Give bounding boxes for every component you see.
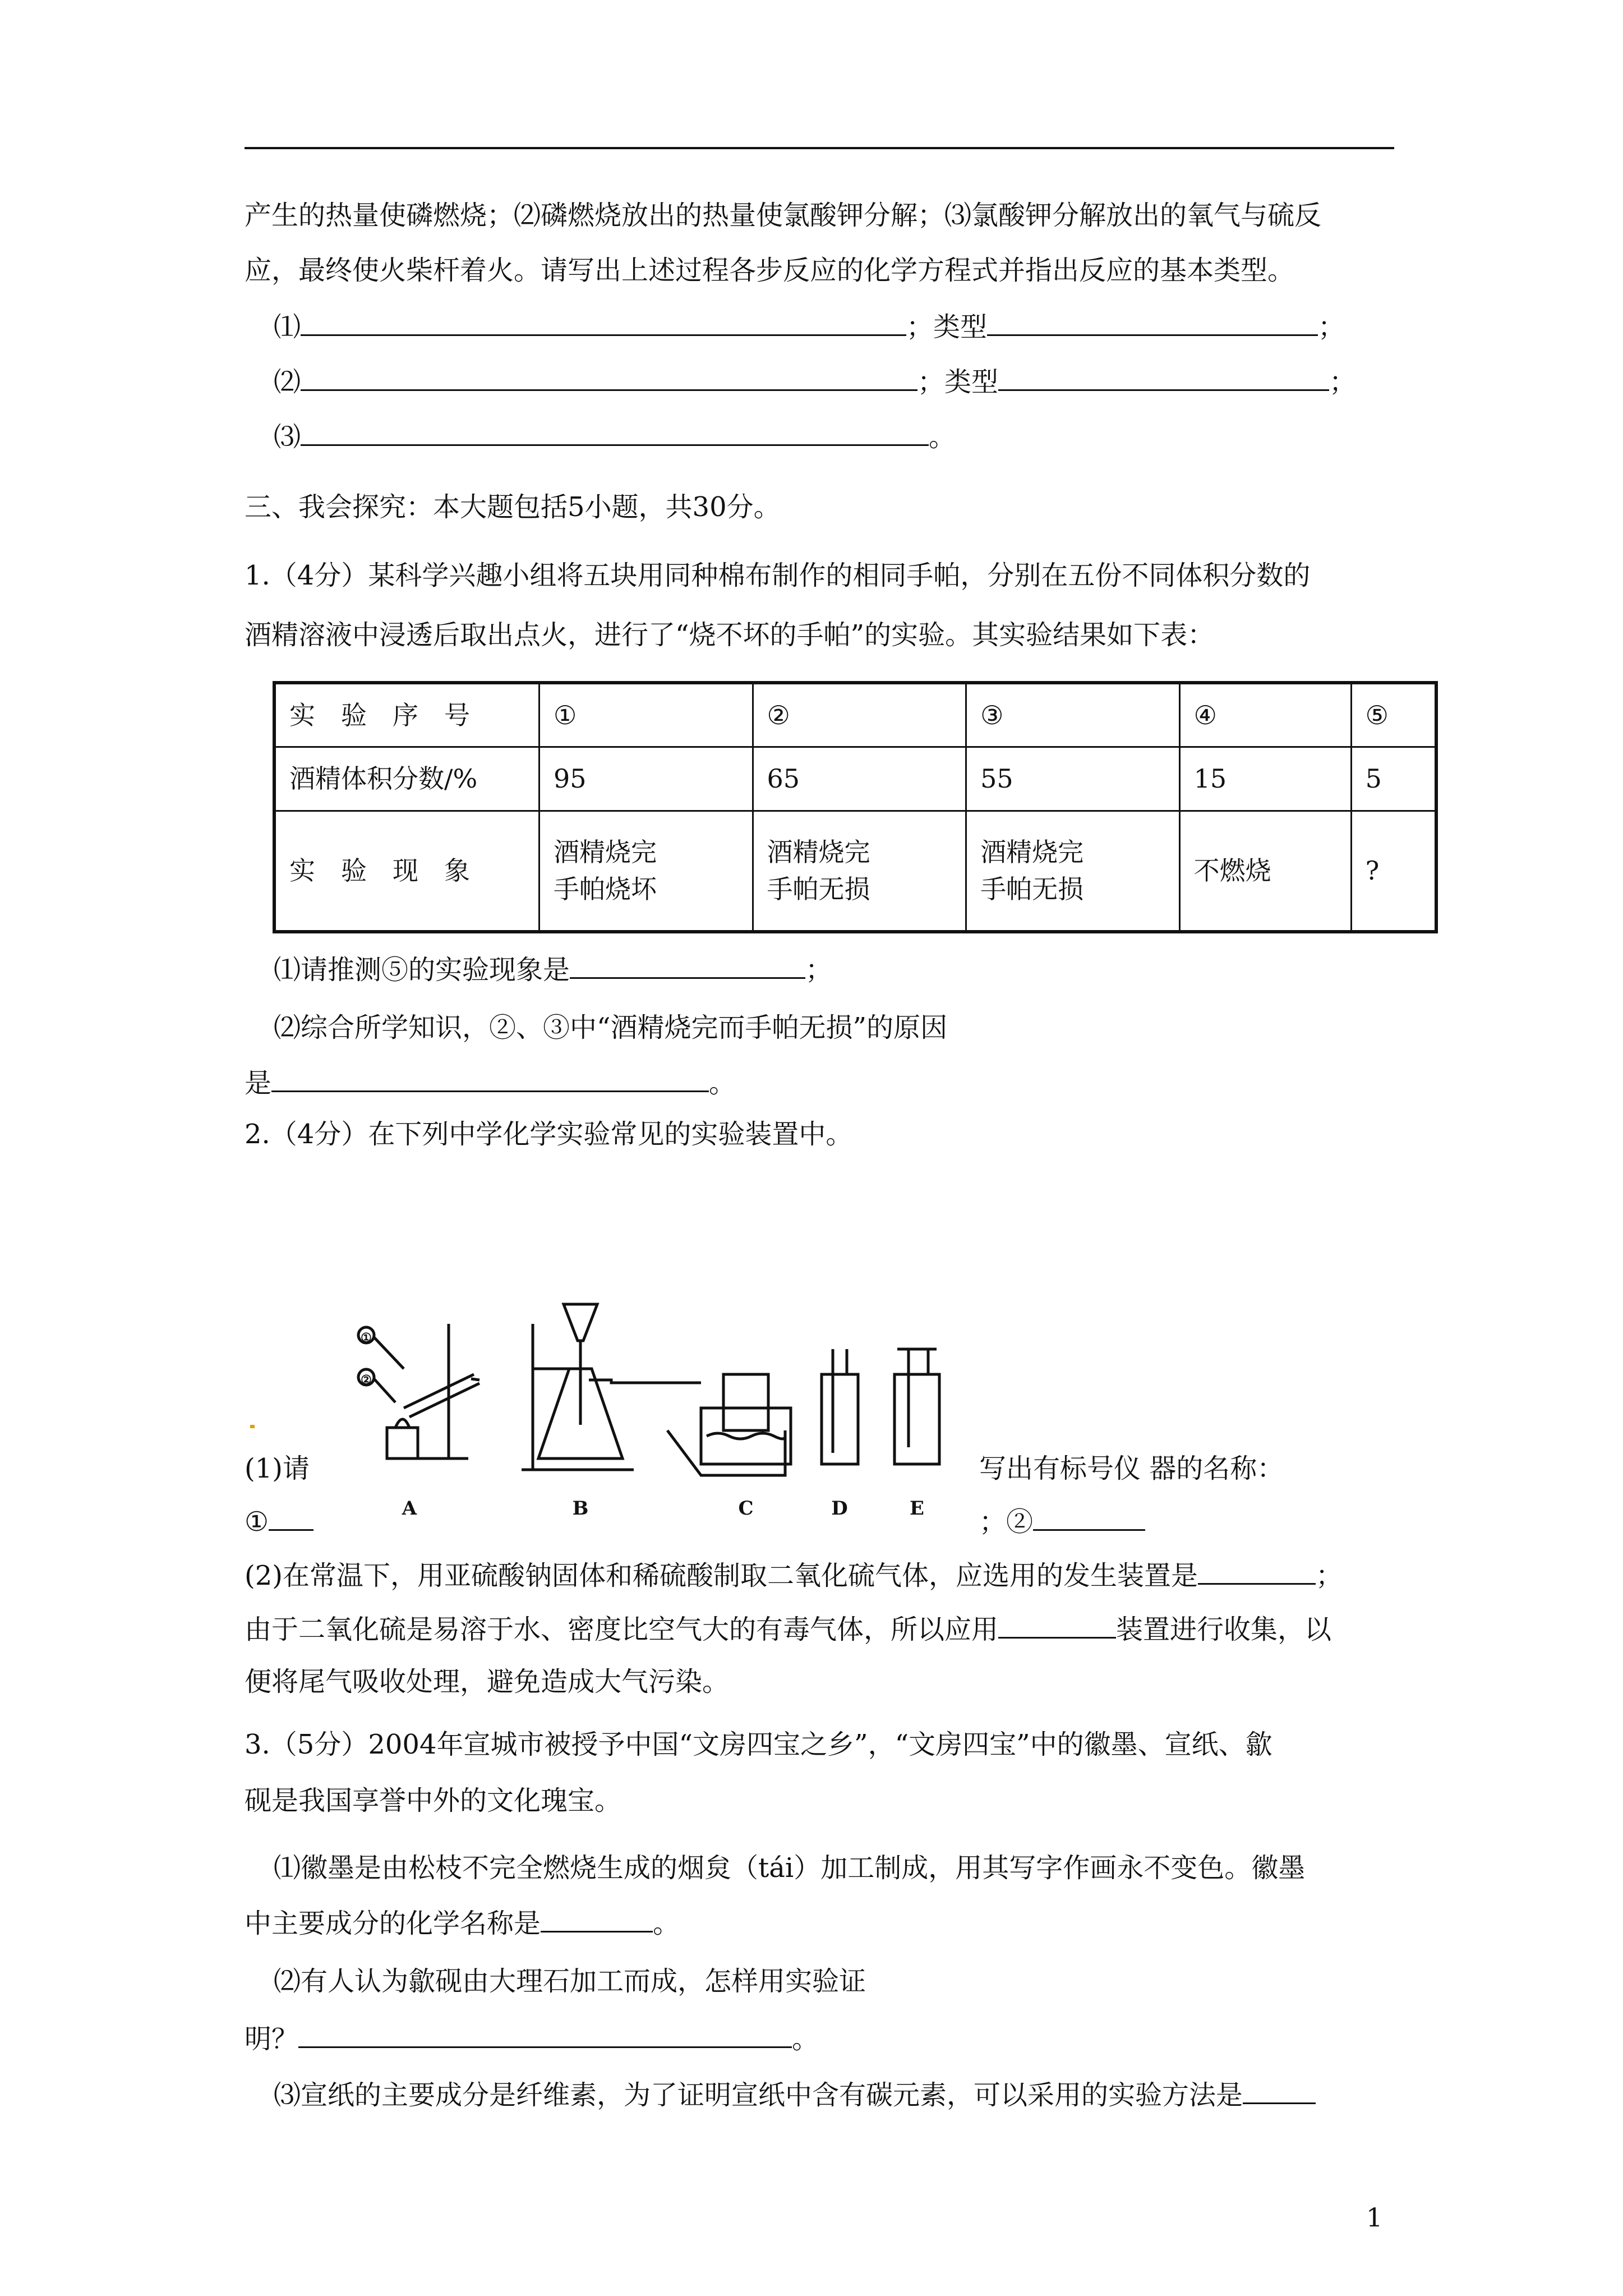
answer-blank[interactable] — [301, 307, 906, 336]
cell-line: 酒精烧完 — [980, 837, 1084, 868]
apparatus-label-b: B — [572, 1497, 589, 1520]
q3-sub-1-text: 中主要成分的化学名称是 — [245, 1908, 541, 1939]
cell-line: 手帕无损 — [767, 874, 870, 905]
line-end: 。 — [653, 1908, 680, 1939]
line-end: ； — [805, 954, 833, 986]
label-2-text: ；② — [979, 1506, 1034, 1538]
answer-line-1 — [274, 307, 1345, 345]
q1-line-1: 1.（4分）某科学兴趣小组将五块用同种棉布制作的相同手帕，分别在五份不同体积分数的 — [245, 560, 1311, 591]
answer-number: ⑵ — [274, 366, 301, 398]
answer-blank[interactable] — [298, 2019, 792, 2048]
answer-number: ⑶ — [274, 421, 301, 453]
q3-sub-2-line-2 — [245, 2019, 819, 2057]
answer-line-3 — [274, 417, 956, 455]
answer-blank[interactable] — [998, 1610, 1116, 1639]
q3-sub-3 — [274, 2076, 1316, 2113]
table-cell — [540, 811, 753, 932]
row-label: 实 验 序 号 — [274, 683, 540, 747]
separatory-funnel — [564, 1304, 597, 1341]
table-row — [274, 811, 1436, 932]
q2-label-2 — [979, 1502, 1145, 1540]
apparatus-label-c: C — [738, 1497, 754, 1520]
q3-line-1: 3.（5分）2004年宣城市被授予中国“文房四宝之乡”，“文房四宝”中的徽墨、宣纸、歙 — [245, 1729, 1272, 1760]
table-cell: 65 — [753, 747, 966, 811]
type-blank[interactable] — [998, 362, 1329, 391]
apparatus-label-a: A — [402, 1497, 417, 1520]
mark-1-leader — [374, 1337, 404, 1369]
type-label: ；类型 — [917, 366, 999, 398]
table-cell: ③ — [966, 683, 1180, 747]
apparatus-label-d: D — [831, 1497, 848, 1520]
line-end: ； — [1329, 366, 1357, 398]
mark-2: ② — [361, 1373, 372, 1387]
q3-sub-2-text: 明？ — [245, 2023, 299, 2055]
delivery-tube-bend — [667, 1430, 785, 1475]
answer-blank[interactable] — [1243, 2076, 1316, 2104]
line-end: ； — [1318, 311, 1345, 343]
q1-sub-2: ⑵综合所学知识，②、③中“酒精烧完而手帕无损”的原因 — [274, 1012, 948, 1043]
answer-blank[interactable] — [541, 1904, 653, 1932]
gas-bottle-e — [895, 1374, 939, 1464]
cell-line: 酒精烧完 — [767, 837, 870, 868]
table-cell: ① — [540, 683, 753, 747]
table-cell: ? — [1351, 811, 1436, 932]
q2-sub-2-text: (2)在常温下，用亚硫酸钠固体和稀硫酸制取二氧化硫气体，应选用的发生装置是 — [245, 1560, 1198, 1591]
table-row — [274, 683, 1436, 747]
q2-sub-2-text: 装置进行收集，以 — [1116, 1614, 1332, 1645]
cell-line: 酒精烧完 — [554, 837, 657, 868]
table-cell: 55 — [966, 747, 1180, 811]
q3-sub-1-line-2 — [245, 1904, 680, 1941]
q2-label-1 — [245, 1502, 313, 1540]
line-end: ； — [1316, 1560, 1343, 1591]
table-cell: ⑤ — [1351, 683, 1436, 747]
table-cell: ② — [753, 683, 966, 747]
q2-sub-2-line-2 — [245, 1610, 1331, 1648]
q1-line-2: 酒精溶液中浸透后取出点火，进行了“烧不坏的手帕”的实验。其实验结果如下表： — [245, 619, 1215, 651]
q3-sub-2-line-1: ⑵有人认为歙砚由大理石加工而成，怎样用实验证 — [274, 1966, 866, 1997]
table-cell: 不燃烧 — [1179, 811, 1351, 932]
water-surface — [707, 1433, 785, 1439]
stray-dot — [250, 1425, 255, 1428]
line-end: 。 — [709, 1068, 736, 1099]
q2-sub-1-start: (1)请 — [245, 1453, 310, 1484]
answer-number: ⑴ — [274, 311, 301, 343]
q3-sub-3-text: ⑶宣纸的主要成分是纤维素，为了证明宣纸中含有碳元素，可以采用的实验方法是 — [274, 2079, 1243, 2111]
table-cell: 15 — [1179, 747, 1351, 811]
spirit-lamp — [387, 1428, 418, 1458]
header-rule — [245, 147, 1394, 149]
answer-blank[interactable] — [301, 362, 917, 391]
row-label: 酒精体积分数/% — [274, 747, 540, 811]
q2-sub-2-line-3: 便将尾气吸收处理，避免造成大气污染。 — [245, 1666, 730, 1697]
q1-sub-2-answer — [245, 1064, 736, 1101]
q3-sub-1-line-1: ⑴徽墨是由松枝不完全燃烧生成的烟炱（tái）加工制成，用其写字作画永不变色。徽墨 — [274, 1852, 1306, 1884]
delivery-tube — [589, 1380, 701, 1383]
row-label: 实 验 现 象 — [274, 811, 540, 932]
page-number: 1 — [1366, 2202, 1383, 2233]
table-cell — [753, 811, 966, 932]
gas-bottle-d — [822, 1374, 858, 1464]
label-1-text: ① — [245, 1506, 269, 1538]
q2-sub-2-text: 由于二氧化硫是易溶于水、密度比空气大的有毒气体，所以应用 — [245, 1614, 999, 1645]
answer-blank[interactable] — [269, 1502, 313, 1531]
intro-line-2: 应，最终使火柴杆着火。请写出上述过程各步反应的化学方程式并指出反应的基本类型。 — [245, 255, 1295, 286]
cell-line: 手帕无损 — [980, 874, 1084, 905]
q2-line-1: 2.（4分）在下列中学化学实验常见的实验装置中。 — [245, 1119, 853, 1150]
water-trough — [701, 1408, 791, 1464]
q3-line-2: 砚是我国享誉中外的文化瑰宝。 — [245, 1785, 622, 1816]
section-3-title: 三、我会探究：本大题包括5小题，共30分。 — [245, 491, 781, 523]
q1-sub-2-prefix: 是 — [245, 1068, 272, 1099]
table-cell: 95 — [540, 747, 753, 811]
cell-line: 手帕烧坏 — [554, 874, 657, 905]
intro-line-1: 产生的热量使磷燃烧；⑵磷燃烧放出的热量使氯酸钾分解；⑶氯酸钾分解放出的氧气与硫反 — [245, 200, 1322, 231]
apparatus-figure — [342, 1290, 987, 1528]
table-row — [274, 747, 1436, 811]
type-label: ；类型 — [906, 311, 988, 343]
q2-sub-2-line-1 — [245, 1556, 1343, 1594]
line-end: 。 — [792, 2023, 819, 2055]
table-cell — [966, 811, 1180, 932]
answer-line-2 — [274, 362, 1356, 400]
mark-1: ① — [361, 1331, 372, 1345]
answer-blank[interactable] — [1198, 1556, 1316, 1585]
gas-bottle — [723, 1374, 768, 1430]
table-cell: ④ — [1179, 683, 1351, 747]
table-cell: 5 — [1351, 747, 1436, 811]
q1-sub-1-text: ⑴请推测⑤的实验现象是 — [274, 954, 570, 986]
answer-blank[interactable] — [301, 417, 929, 446]
tube-stopper — [471, 1379, 479, 1380]
apparatus-drawing — [342, 1290, 987, 1526]
type-blank[interactable] — [987, 307, 1318, 336]
answer-blank[interactable] — [271, 1064, 709, 1092]
mark-2-leader — [374, 1379, 395, 1402]
apparatus-label-e: E — [910, 1497, 924, 1520]
q1-sub-1 — [274, 950, 832, 988]
q2-sub-1-end: 写出有标号仪 器的名称： — [979, 1453, 1284, 1484]
line-end: 。 — [929, 421, 956, 453]
results-table — [273, 681, 1438, 933]
answer-blank[interactable] — [570, 950, 805, 979]
answer-blank[interactable] — [1033, 1502, 1145, 1531]
